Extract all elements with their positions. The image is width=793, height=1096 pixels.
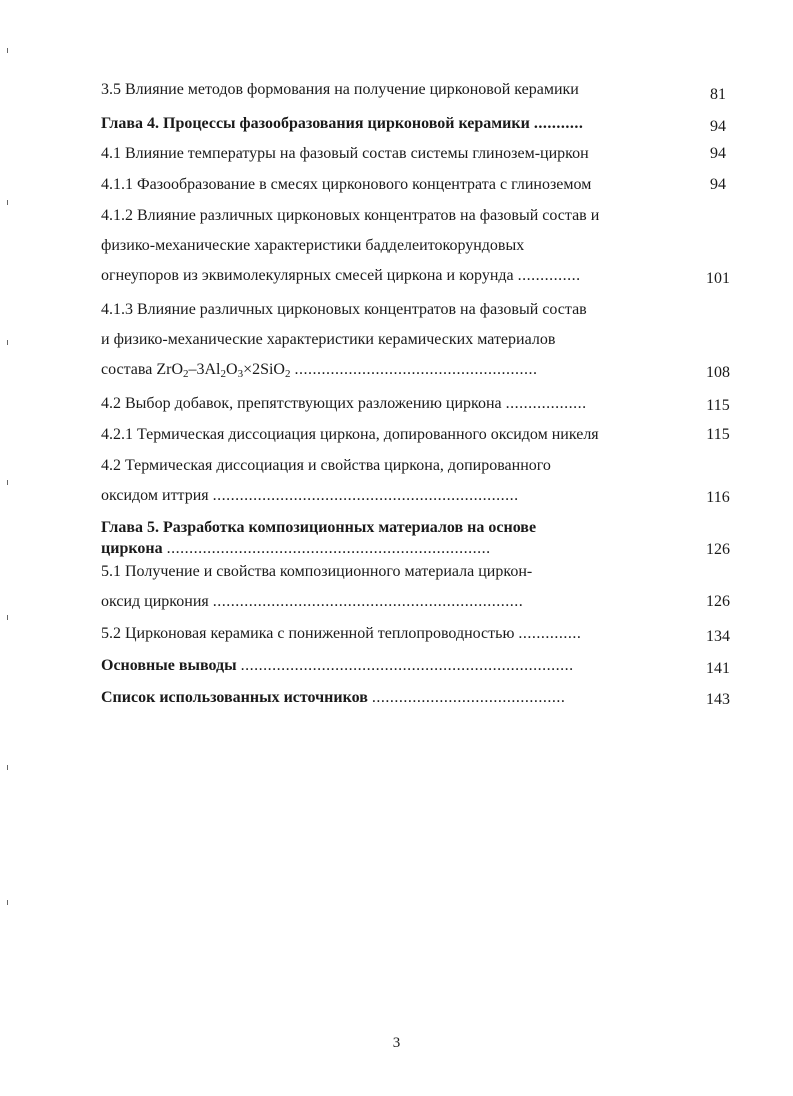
formula-part: состава ZrO bbox=[101, 361, 183, 378]
toc-leader-dots: ..................................................................... bbox=[212, 593, 524, 610]
formula-subscript: 3 bbox=[237, 368, 244, 380]
toc-entry-text bbox=[101, 486, 686, 506]
scan-margin-mark bbox=[7, 480, 8, 485]
toc-entry-page: 141 bbox=[706, 660, 730, 677]
scan-margin-mark bbox=[7, 340, 8, 345]
toc-entry-text: физико-механические характеристики бадделеитокорундовых bbox=[101, 237, 525, 254]
toc-entry-text bbox=[101, 114, 686, 134]
toc-entry-text: 4.1.2 Влияние различных цирконовых концентратов на фазовый состав и bbox=[101, 207, 600, 224]
scan-margin-mark bbox=[7, 200, 8, 205]
toc-entry-title: циркона bbox=[101, 540, 163, 557]
toc-entry-page: 108 bbox=[706, 364, 730, 381]
toc-leader-dots: .................. bbox=[505, 395, 587, 412]
toc-entry-title: Глава 4. Процессы фазообразования цирконовой керамики bbox=[101, 115, 530, 132]
toc-entry-text: 4.1 Влияние температуры на фазовый состав системы глинозем-циркон bbox=[101, 145, 589, 162]
scan-margin-mark bbox=[7, 48, 8, 53]
toc-entry-text bbox=[101, 539, 686, 559]
toc-entry-page: 101 bbox=[706, 270, 730, 287]
toc-entry-text bbox=[101, 592, 686, 612]
page-number: 3 bbox=[392, 1035, 401, 1051]
toc-entry-text: 4.2.1 Термическая диссоциация циркона, допированного оксидом никеля bbox=[101, 426, 599, 443]
toc-entry-page: 143 bbox=[706, 691, 730, 708]
toc-entry-text bbox=[101, 688, 686, 708]
scan-margin-mark bbox=[7, 765, 8, 770]
toc-leader-dots: .......................................................................... bbox=[240, 657, 574, 674]
toc-entry-page: 94 bbox=[710, 118, 726, 135]
toc-entry-title: Основные выводы bbox=[101, 657, 237, 674]
formula-part: –3Al bbox=[188, 361, 221, 378]
toc-entry-page: 81 bbox=[710, 86, 726, 103]
toc-entry-text bbox=[101, 624, 686, 644]
toc-entry-text bbox=[101, 360, 686, 380]
toc-entry-title: 5.2 Цирконовая керамика с пониженной теплопроводностью bbox=[101, 625, 515, 642]
formula-part: O bbox=[226, 361, 238, 378]
toc-entry-text: 3.5 Влияние методов формования на получение цирконовой керамики bbox=[101, 81, 579, 98]
formula-subscript: 2 bbox=[220, 368, 226, 380]
toc-entry-page: 115 bbox=[706, 397, 730, 414]
toc-leader-dots: ........................................... bbox=[371, 689, 566, 706]
toc-entry-text: и физико-механические характеристики керамических материалов bbox=[101, 331, 556, 348]
toc-entry-page: 126 bbox=[706, 593, 730, 610]
toc-entry-text: Глава 5. Разработка композиционных материалов на основе bbox=[101, 519, 537, 536]
toc-entry-page: 115 bbox=[706, 426, 730, 443]
toc-entry-title: оксид циркония bbox=[101, 593, 209, 610]
toc-entry-text: 4.2 Термическая диссоциация и свойства циркона, допированного bbox=[101, 457, 551, 474]
toc-entry-title: 4.2 Выбор добавок, препятствующих разложению циркона bbox=[101, 395, 502, 412]
toc-entry-page: 116 bbox=[706, 489, 730, 506]
toc-entry-title: огнеупоров из эквимолекулярных смесей циркона и корунда bbox=[101, 267, 514, 284]
scan-margin-mark bbox=[7, 615, 8, 620]
toc-entry-page: 134 bbox=[706, 628, 730, 645]
formula-subscript: 2 bbox=[183, 368, 189, 380]
toc-leader-dots: .............. bbox=[518, 625, 582, 642]
toc-leader-dots: ........... bbox=[533, 115, 584, 132]
toc-entry-text bbox=[101, 656, 686, 676]
toc-entry-page: 94 bbox=[710, 145, 726, 162]
formula-part: ×2SiO bbox=[243, 361, 285, 378]
toc-entry-text bbox=[101, 266, 686, 286]
toc-entry-page: 94 bbox=[710, 176, 726, 193]
toc-entry-title: оксидом иттрия bbox=[101, 487, 209, 504]
toc-entry-text: 5.1 Получение и свойства композиционного материала циркон- bbox=[101, 563, 533, 580]
toc-leader-dots: .................................................................... bbox=[212, 487, 519, 504]
toc-entry-text: 4.1.1 Фазообразование в смесях цирконового концентрата с глиноземом bbox=[101, 176, 592, 193]
toc-leader-dots: .............. bbox=[517, 267, 581, 284]
toc-entry-page: 126 bbox=[706, 541, 730, 558]
toc-entry-text bbox=[101, 394, 686, 414]
toc-entry-title: Список использованных источников bbox=[101, 689, 368, 706]
toc-leader-dots: ...................................................... bbox=[294, 361, 538, 378]
formula-subscript: 2 bbox=[284, 368, 291, 380]
toc-entry-text: 4.1.3 Влияние различных цирконовых концентратов на фазовый состав bbox=[101, 301, 587, 318]
scan-margin-mark bbox=[7, 900, 8, 905]
toc-leader-dots: ........................................................................ bbox=[166, 540, 491, 557]
